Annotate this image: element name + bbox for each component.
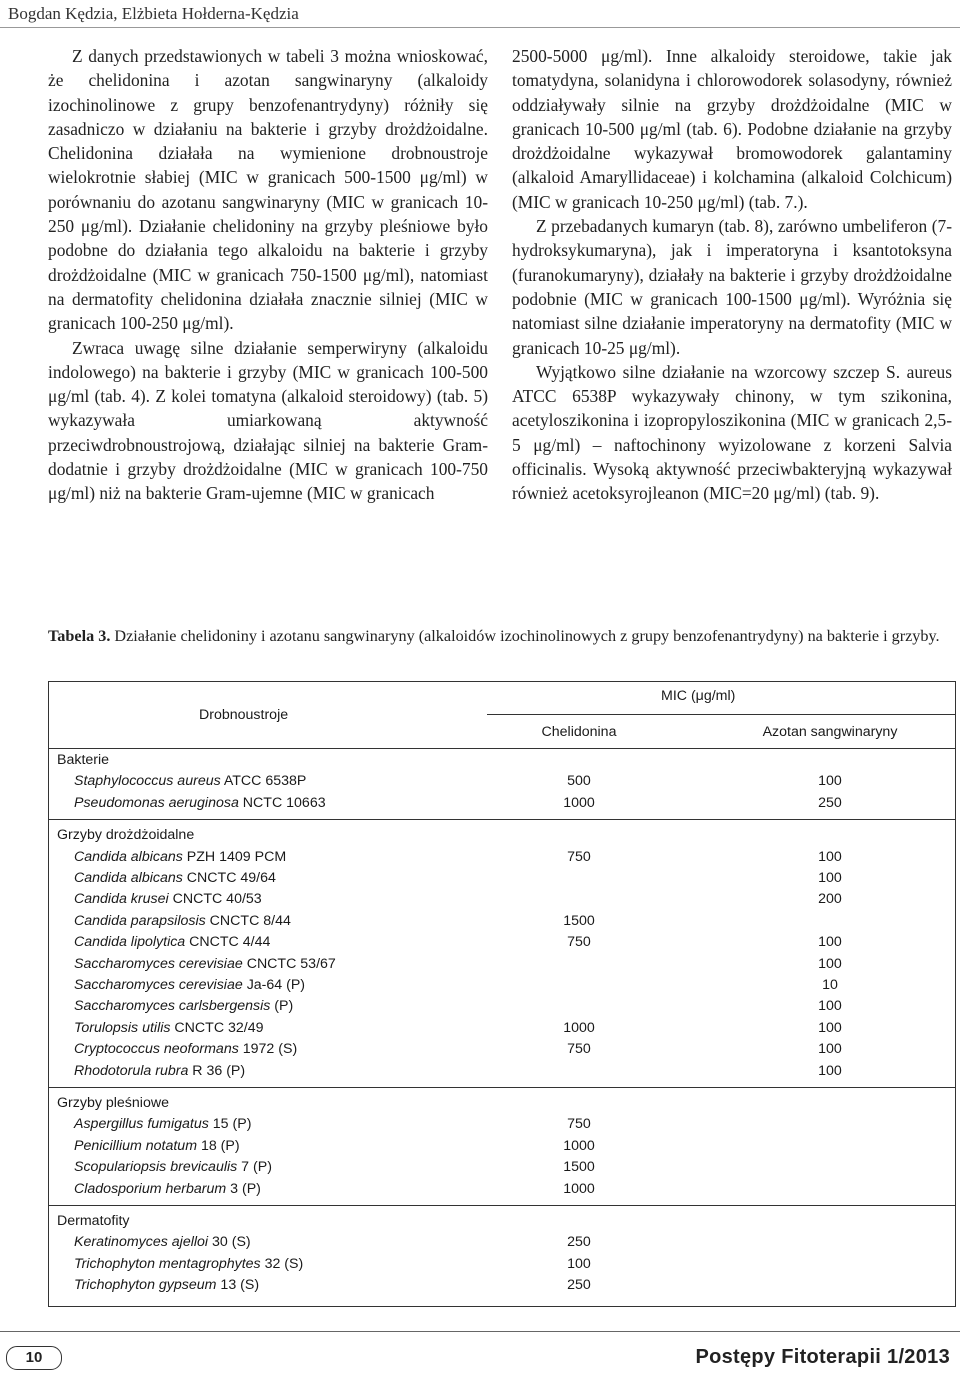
mic-azotan: 100 (818, 955, 842, 972)
mic-azotan: 100 (818, 1041, 842, 1058)
strain-id: 3 (P) (226, 1180, 261, 1197)
body-column-right (512, 44, 952, 506)
table-row (49, 934, 955, 955)
table-row (49, 913, 955, 934)
species-name: Saccharomyces carlsbergensis (74, 998, 271, 1015)
table-row (49, 1256, 955, 1277)
mic-chelidonina: 1000 (563, 794, 595, 811)
organism-name (74, 1159, 272, 1175)
group-divider (49, 1205, 955, 1206)
organism-name (74, 870, 276, 886)
species-name: Aspergillus fumigatus (74, 1116, 209, 1133)
species-name: Candida albicans (74, 870, 183, 886)
organism-name (74, 1277, 259, 1293)
species-name: Penicillium notatum (74, 1137, 198, 1154)
paragraph: 2500-5000 μg/ml). Inne alkaloidy steroidowe, takie jak tomatydyna, solanidyna i chlorowodorek solasodyny, również oddziaływały silnie na grzyby drożdżoidalne (MIC w granicach 10-500 μg/ml (tab. 6). Podobne działanie na grzyby drożdżoidalne wykazywał bromowodorek galantaminy (alkaloid Amaryllidaceae) i kolchamina (alkaloid Colchicum) (MIC w granicach 10-250 μg/ml) (tab. 7.). (512, 46, 952, 212)
strain-id: R 36 (P) (188, 1062, 246, 1079)
body-column-left (48, 44, 488, 506)
mic-azotan: 250 (818, 794, 842, 811)
table-row (49, 1234, 955, 1255)
mic-chelidonina: 750 (567, 934, 591, 951)
organism-name (74, 891, 262, 907)
strain-id: CNCTC 40/53 (168, 891, 262, 908)
species-name: Candida albicans (74, 848, 183, 865)
species-name: Candida lipolytica (74, 934, 186, 951)
table-row (49, 956, 955, 977)
strain-id: (P) (270, 998, 294, 1015)
strain-id: ATCC 6538P (220, 773, 307, 790)
organism-name (74, 977, 305, 993)
species-name: Trichophyton gypseum (74, 1277, 217, 1294)
group-name: Dermatofity (57, 1213, 130, 1229)
paragraph: Z przebadanych kumaryn (tab. 8), zarówno umbeliferon (7-hydroksykumaryna), jak i imperatoryna i ksantotoksyna (furanokumaryny), działały na bakterie i grzyby drożdżoidalne podobnie (MIC w granicach 100-1500 μg/ml). Wyróżnia się natomiast silne działanie imperatoryny na dermatofity (MIC w granicach 10-25 μg/ml). (512, 216, 952, 358)
strain-id: CNCTC 53/67 (242, 955, 336, 972)
species-name: Trichophyton mentagrophytes (74, 1255, 261, 1272)
paragraph: Zwraca uwagę silne działanie semperwiryny (alkaloidu indolowego) na bakterie i grzyby (MIC w granicach 100-500 μg/ml (tab. 4). Z kolei tomatyna (alkaloid steroidowy) (tab. 5) wykazywała umiarkowaną aktywność przeciwdrobnoustrojową, działając silniej na bakterie Gram-dodatnie i grzyby drożdżoidalne (MIC w granicach 100-750 μg/ml) niż na bakterie Gram-ujemne (MIC w granicach (48, 337, 488, 504)
mic-azotan: 100 (818, 934, 842, 951)
strain-id: CNCTC 32/49 (170, 1019, 264, 1036)
species-name: Keratinomyces ajelloi (74, 1234, 209, 1251)
strain-id: 30 (S) (208, 1234, 251, 1251)
mic-chelidonina: 750 (567, 1041, 591, 1058)
group-row (49, 1095, 955, 1116)
organism-name (74, 913, 291, 929)
organism-name (74, 1234, 251, 1250)
mic-chelidonina: 1500 (563, 912, 595, 929)
organism-name (74, 1063, 245, 1079)
paragraph: Wyjątkowo silne działanie na wzorcowy szczep S. aureus ATCC 6538P wykazywały chinony, w tym szikonina, acetyloszikonina i izopropyloszikonina (MIC w granicach 2,5-5 μg/ml) – naftochinony wyizolowane z korzeni Salvia officinalis. Wysoką aktywność przeciwbakteryjną wykazywał również acetoksyrojleanon (MIC=20 μg/ml) (tab. 9). (512, 361, 952, 504)
group-name: Bakterie (57, 752, 110, 768)
organism-name (74, 1256, 303, 1272)
mic-chelidonina: 1000 (563, 1180, 595, 1197)
table-row (49, 795, 955, 816)
table-row (49, 1277, 955, 1298)
strain-id: 13 (S) (216, 1277, 260, 1294)
table-caption-text: Działanie chelidoniny i azotanu sangwinaryny (alkaloidów izochinolinowych z grupy benzofenantrydyny) na bakterie i grzyby. (110, 627, 940, 645)
mic-azotan: 100 (818, 870, 842, 886)
species-name: Pseudomonas aeruginosa (74, 794, 239, 811)
table-row (49, 849, 955, 870)
organism-name (74, 1181, 261, 1197)
mic-azotan: 10 (822, 977, 838, 993)
organism-name (74, 1116, 251, 1132)
table-row (49, 977, 955, 998)
header-organisms: Drobnoustroje (199, 707, 289, 723)
organism-name (74, 773, 306, 789)
table-row (49, 1020, 955, 1041)
organism-name (74, 1138, 240, 1154)
mic-chelidonina: 250 (567, 1234, 591, 1251)
species-name: Candida krusei (74, 891, 169, 908)
table-row (49, 870, 955, 891)
group-row (49, 752, 955, 773)
species-name: Rhodotorula rubra (74, 1062, 189, 1079)
header-chelidonina: Chelidonina (541, 724, 617, 740)
strain-id: 32 (S) (260, 1255, 304, 1272)
mic-chelidonina: 250 (567, 1277, 591, 1294)
group-divider (49, 1087, 955, 1088)
strain-id: CNCTC 49/64 (182, 870, 276, 886)
table-row (49, 998, 955, 1019)
group-name: Grzyby drożdżoidalne (57, 827, 195, 844)
table-row (49, 1181, 955, 1202)
organism-name (74, 849, 286, 865)
mic-azotan: 200 (818, 891, 842, 908)
paragraph: Z danych przedstawionych w tabeli 3 można wnioskować, że chelidonina i azotan sangwinaryny (alkaloidy izochinolinowe z grupy benzofenantrydyny) różniły się zasadniczo w działaniu na bakterie i grzyby drożdżoidalne. Chelidonina działała na wymienione drobnoustroje wielokrotnie słabiej (MIC w granicach 500-1500 μg/ml) w porównaniu do azotanu sangwinaryny (MIC w granicach 10-250 μg/ml). Działanie chelidoniny na grzyby pleśniowe było podobne do działania tego alkaloidu na bakterie i grzyby drożdżoidalne (MIC w granicach 750-1500 μg/ml), natomiast na dermatofity chelidonina działała znacznie silniej (MIC w granicach 100-250 μg/ml). (48, 46, 488, 334)
mic-chelidonina: 500 (567, 773, 591, 790)
header-subdivider (487, 714, 955, 715)
header-divider (0, 27, 960, 28)
mic-chelidonina: 750 (567, 848, 591, 865)
strain-id: 7 (P) (237, 1159, 272, 1176)
strain-id: NCTC 10663 (238, 794, 326, 811)
mic-chelidonina: 1000 (563, 1137, 595, 1154)
strain-id: 18 (P) (197, 1137, 240, 1154)
header-divider (49, 748, 955, 749)
strain-id: 15 (P) (208, 1116, 252, 1133)
strain-id: 1972 (S) (238, 1041, 298, 1058)
mic-chelidonina: 1000 (563, 1019, 595, 1036)
mic-azotan: 100 (818, 773, 842, 790)
strain-id: CNCTC 8/44 (205, 912, 291, 929)
table-row (49, 1138, 955, 1159)
organism-name (74, 1041, 297, 1057)
mic-azotan: 100 (818, 848, 842, 865)
header-azotan: Azotan sangwinaryny (762, 724, 898, 740)
strain-id: Ja-64 (P) (242, 977, 306, 993)
species-name: Saccharomyces cerevisiae (74, 955, 243, 972)
footer-divider (0, 1331, 960, 1332)
organism-name (74, 956, 336, 972)
header-mic: MIC (μg/ml) (661, 688, 736, 704)
species-name: Candida parapsilosis (74, 912, 206, 929)
species-name: Torulopsis utilis (74, 1019, 171, 1036)
species-name: Cladosporium herbarum (74, 1180, 227, 1197)
mic-azotan: 100 (818, 1019, 842, 1036)
organism-name (74, 934, 270, 950)
species-name: Scopulariopsis brevicaulis (74, 1159, 238, 1176)
species-name: Cryptococcus neoformans (74, 1041, 239, 1058)
group-name: Grzyby pleśniowe (57, 1095, 169, 1111)
mic-table (48, 681, 956, 1307)
table-row (49, 1116, 955, 1137)
strain-id: CNCTC 4/44 (185, 934, 271, 951)
species-name: Staphylococcus aureus (74, 773, 221, 790)
mic-azotan: 100 (818, 998, 842, 1015)
group-row (49, 1213, 955, 1234)
table-caption (48, 625, 958, 647)
running-header-authors: Bogdan Kędzia, Elżbieta Hołderna-Kędzia (8, 4, 299, 23)
mic-chelidonina: 750 (567, 1116, 591, 1133)
strain-id: PZH 1409 PCM (182, 848, 287, 865)
table-row (49, 773, 955, 794)
mic-chelidonina: 100 (567, 1255, 591, 1272)
table-row (49, 1159, 955, 1180)
journal-title: Postępy Fitoterapii 1/2013 (695, 1346, 950, 1368)
organism-name (74, 1020, 264, 1036)
organism-name (74, 998, 293, 1014)
mic-azotan: 100 (818, 1062, 842, 1079)
species-name: Saccharomyces cerevisiae (74, 977, 243, 993)
group-row (49, 827, 955, 848)
table-caption-label: Tabela 3. (48, 627, 111, 645)
organism-name (74, 795, 326, 811)
table-row (49, 1063, 955, 1084)
mic-chelidonina: 1500 (563, 1159, 595, 1176)
table-row (49, 1041, 955, 1062)
table-row (49, 891, 955, 912)
group-divider (49, 819, 955, 820)
page-number: 10 (6, 1346, 62, 1370)
